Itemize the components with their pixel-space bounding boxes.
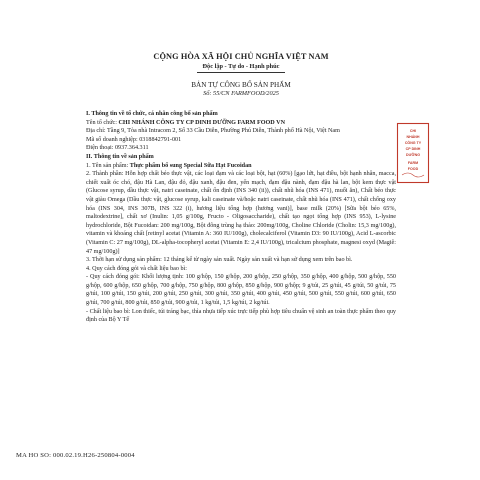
svg-text:FOOD: FOOD — [407, 167, 419, 171]
svg-text:CÔNG TY: CÔNG TY — [404, 141, 422, 145]
phone-number: Điện thoại: 0937.364.311 — [86, 145, 149, 152]
packaging-material: - Chất liệu bao bì: Lon thiếc, túi tráng bạc, thìa nhựa tiếp xúc trực tiếp phù hợp tiêu chuẩn vệ sinh an toàn thực phẩm theo quy định của Bộ Y Tế — [86, 308, 396, 324]
svg-text:DƯỠNG: DƯỠNG — [405, 153, 421, 157]
org-address: Địa chỉ: Tầng 9, Tòa nhà Intracom 2, Số 33 Cầu Diễn, Phường Phú Diễn, Thành phố Hà Nội, Việt Nam — [86, 128, 340, 135]
svg-text:CHI: CHI — [409, 129, 417, 133]
product-name: Thực phẩm bổ sung Special Sữa Hạt Fucoidan — [129, 162, 252, 169]
dossier-code: MA HO SO: 000.02.19.H26-250804-0004 — [16, 452, 135, 459]
document-title: BẢN TỰ CÔNG BỐ SẢN PHẨM — [191, 81, 291, 89]
product-name-line — [86, 162, 396, 171]
declaration-document — [86, 52, 396, 325]
packaging-heading: 4. Quy cách đóng gói và chất liệu bao bì: — [86, 265, 187, 272]
national-title: CỘNG HÒA XÃ HỘI CHỦ NGHĨA VIỆT NAM — [153, 52, 329, 61]
svg-text:CP DINH: CP DINH — [405, 147, 421, 151]
motto-underline — [197, 72, 285, 73]
org-name: CHI NHÁNH CÔNG TY CP DINH DƯỠNG FARM FOOD VN — [118, 119, 286, 126]
company-seal-stamp — [396, 122, 430, 184]
org-name-label: Tên tổ chức: — [86, 119, 119, 126]
packaging-spec: - Quy cách đóng gói: Khối lượng tịnh: 100 g/hộp, 150 g/hộp, 200 g/hộp, 250 g/hộp, 350 g/hộp, 400 g/hộp, 500 g/hộp, 550 g/hộp, 600 g/hộp, 650 g/hộp, 700 g/hộp, 750 g/hộp, 800 g/hộp, 850 g/hộp, 900 g/hộp; 9 g/túi, 25 g/túi, 45 g/túi, 50 g/túi, 75 g/túi, 100 g/túi, 150 g/túi, 200 g/túi, 250 g/túi, 300 g/túi, 350 g/túi, 400 g/túi, 450 g/túi, 500 g/túi, 550 g/túi, 600 g/túi, 650 g/túi, 700 g/túi, 800 g/túi, 850 g/túi, 900 g/túi, 1 kg/túi, 1,5 kg/túi, 2 kg/túi. — [86, 274, 396, 307]
shelf-life: 3. Thời hạn sử dụng sản phẩm: 12 tháng kể từ ngày sản xuất. Ngày sản xuất và hạn sử dụng xem trên bao bì. — [86, 257, 353, 264]
section1-heading: I. Thông tin về tổ chức, cá nhân công bố sản phẩm — [86, 111, 218, 117]
org-name-line — [86, 119, 396, 128]
stamp-lettering — [405, 129, 422, 171]
svg-text:FARM: FARM — [407, 161, 419, 165]
section-organization-info — [86, 110, 396, 325]
stamp-signature-stroke — [402, 173, 424, 177]
business-code: Mã số doanh nghiệp: 0318842791-001 — [86, 136, 182, 143]
ingredients: 2. Thành phần: Hỗn hợp chất béo thực vật, các loại đạm và các loại bột, hạt (60%) [gạo lứt, hạt điều, bột hạnh nhân, macca, chiết xuất óc chó, đậu Hà Lan, đậu đỏ, đậu xanh, đậu đen, yến mạch, đạm đậu nành, đạm đậu hà lan, bột kem thực vật (Glucose syrup, dầu thực vật, natri caseinate, chất ổn định (INS 340 (ii)), chất nhũ hóa (INS 471), muối ăn), Chất béo thực vật giàu Omega (Dầu thực vật, glucose syrup, kali caseinate và/hoặc natri caseinate, chất nhũ hóa (INS 471), chất chống oxy hóa (INS 304, INS 307B, INS 322 (i), hương liệu tổng hợp (hương vani)], base milk (20%) [Sữa bột béo 65%, maltodextrine], chất xơ (Inulin: 1,05 g/100g, Fructo - Oligosaccharide), chất tạo ngọt tổng hợp (INS 953), L-lysine hydrochloride, Bột Fucoidan: 200 mg/100g, Bột đông trùng hạ thảo: 200mg/100g, Choline Chloride (Cholin: 15,3 mg/100g), vitamin và khoáng chất [retinyl acetat (Vitamin A: 360 IU/100g), cholecalciferol (Vitamin D3: 90 IU/100g), Acid L-ascorbic (Vitamin C: 27 mg/100g), DL-alpha-tocopheryl acetat (Vitamin E: 2,4 IU/100g), tricalcium phosphate, magnesi oxyd (Magiê: 47 mg/100g)] — [86, 171, 396, 255]
document-number: Số: 55/CN FARMFOOD/2025 — [203, 90, 279, 97]
svg-text:NHÁNH: NHÁNH — [406, 135, 420, 139]
product-name-label: 1. Tên sản phẩm: — [86, 162, 130, 169]
national-motto: Độc lập - Tự do - Hạnh phúc — [202, 63, 280, 70]
section2-heading: II. Thông tin về sản phẩm — [86, 153, 154, 160]
